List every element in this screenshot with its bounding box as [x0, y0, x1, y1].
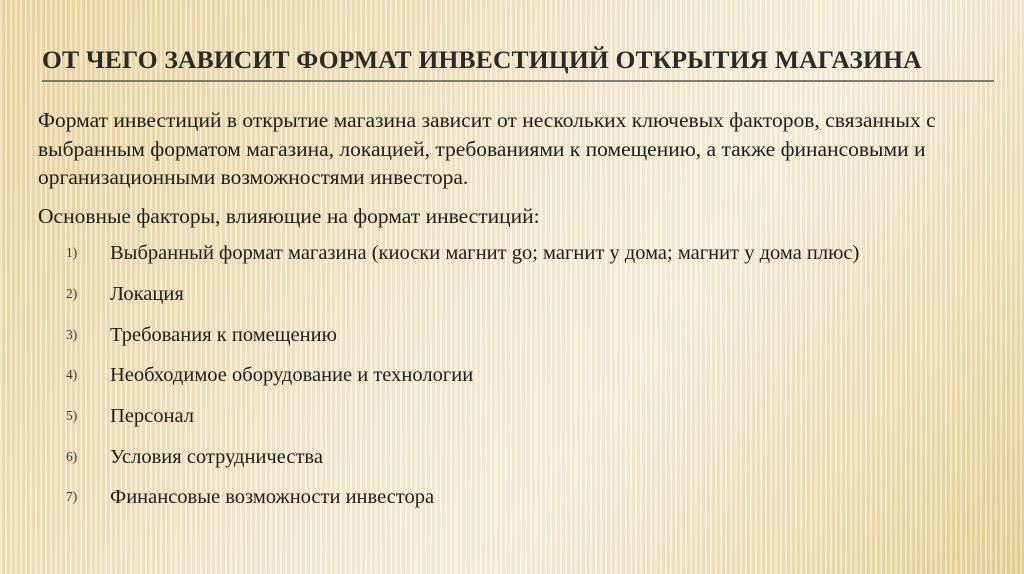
body-content	[38, 106, 1000, 525]
list-item	[38, 403, 1000, 430]
intro-paragraph: Формат инвестиций в открытие магазина зависит от нескольких ключевых факторов, связанных с выбранным форматом магазина, локацией, требованиями к помещению, а также финансовыми и организационными возможностями инвестора.	[38, 108, 936, 190]
list-item-marker: 2)	[66, 286, 78, 302]
list-item	[38, 281, 1000, 308]
list-item-label: Локация	[110, 283, 184, 306]
list-item-marker: 7)	[66, 489, 78, 505]
list-item-marker: 6)	[66, 448, 78, 464]
list-item-label: Выбранный формат магазина (киоски магнит go; магнит у дома; магнит у дома плюс)	[110, 242, 860, 265]
factors-list	[38, 240, 1000, 510]
list-item-label: Требования к помещению	[110, 323, 337, 346]
title-block	[42, 46, 996, 82]
list-item-label: Необходимое оборудование и технологии	[110, 364, 474, 387]
title-divider	[42, 80, 994, 82]
list-item	[38, 322, 1000, 349]
list-item-marker: 5)	[66, 407, 78, 423]
list-item-label: Условия сотрудничества	[110, 445, 323, 468]
page-title: ОТ ЧЕГО ЗАВИСИТ ФОРМАТ ИНВЕСТИЦИЙ ОТКРЫТИЯ МАГАЗИНА	[42, 45, 922, 74]
list-item-label: Финансовые возможности инвестора	[110, 486, 435, 509]
list-item-label: Персонал	[110, 404, 194, 427]
list-item	[38, 484, 1000, 511]
list-item-marker: 1)	[66, 245, 78, 261]
factors-lead-in: Основные факторы, влияющие на формат инвестиций:	[38, 203, 540, 228]
list-item-marker: 3)	[66, 326, 78, 342]
list-item	[38, 444, 1000, 471]
list-item	[38, 362, 1000, 389]
list-item-marker: 4)	[66, 367, 78, 383]
list-item	[38, 240, 1000, 267]
